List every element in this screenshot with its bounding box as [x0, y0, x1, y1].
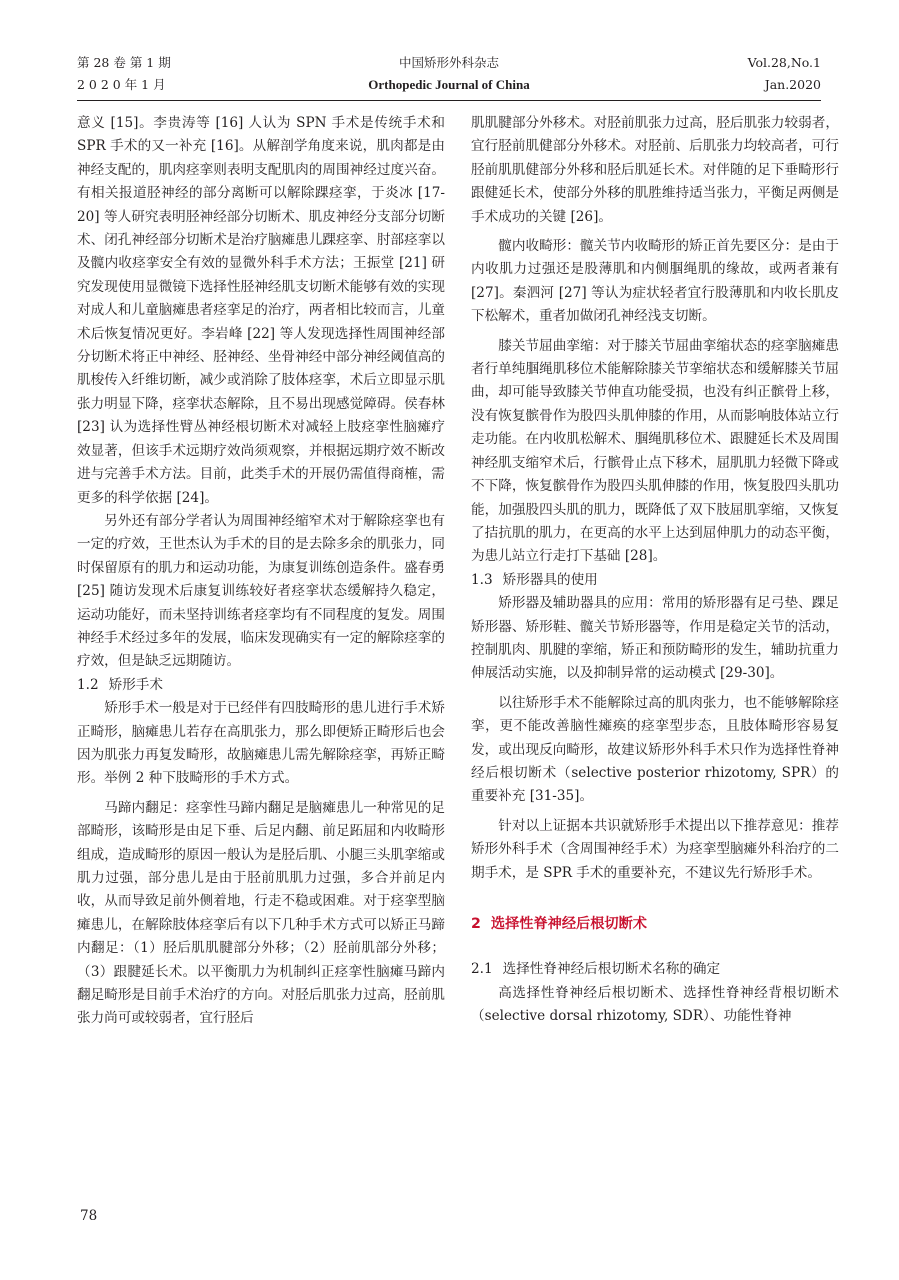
paragraph: 矫形器及辅助器具的应用：常用的矫形器有足弓垫、踝足矫形器、矫形鞋、髋关节矫形器等，作用是稳定关节的活动，控制肌肉、肌腱的挛缩，矫正和预防畸形的发生，辅助抗重力伸展活动实施，以及抑制异常的运动模式 [29-30]。 [471, 595, 839, 682]
journal-title-cn: 中国矫形外科杂志 [398, 55, 499, 70]
paragraph: 针对以上证据本共识就矫形手术提出以下推荐意见：推荐矫形外科手术（含周围神经手术）为痉挛型脑瘫外科治疗的二期手术，是 SPR 手术的重要补充，不建议先行矫形手术。 [471, 817, 839, 881]
date-cn: 2 0 2 0 年 1 月 [77, 77, 166, 92]
paragraph: 意义 [15]。李贵涛等 [16] 人认为 SPN 手术是传统手术和 SPR 手术的又一补充 [16]。从解剖学角度来说，肌肉都是由神经支配的，肌肉痉挛则表明支配肌肉的周围神经过度兴奋。有相关报道胫神经的部分离断可以解除踝痉挛，于炎冰 [17-20] 等人研究表明胫神经部分切断术、肌皮神经分支部分切断术、闭孔神经部分切断术是治疗脑瘫患儿踝痉挛、肘部痉挛以及髋内收痉挛安全有效的显微外科手术方法；王振堂 [21] 研究发现使用显微镜下选择性胫神经肌支切断术能够有效的实现对成人和儿童脑瘫患者痉挛足的治疗，两者相比较而言，儿童术后恢复情况更好。李岩峰 [22] 等人发现选择性周围神经部分切断术将正中神经、胫神经、坐骨神经中部分神经阈值高的肌梭传入纤维切断，减少或消除了肢体痉挛，术后立即显示肌张力明显下降，痉挛状态解除，且不易出现感觉障碍。侯春林 [23] 认为选择性臂丛神经根切断术对减轻上肢痉挛性脑瘫疗效显著，但该手术远期疗效尚须观察，并根据远期疗效不断改进与完善手术方法。目前，此类手术的开展仍需值得商榷，需更多的科学依据 [24]。 [77, 115, 445, 506]
date-en: Jan.2020 [764, 77, 821, 92]
section-heading-2: 2 选择性脊神经后根切断术 [471, 916, 647, 932]
paragraph: 膝关节屈曲挛缩：对于膝关节屈曲挛缩状态的痉挛脑瘫患者行单纯腘绳肌移位术能解除膝关节挛缩状态和缓解膝关节屈曲，却可能导致膝关节伸直功能受损，也没有纠正髌骨上移，没有恢复髌骨作为股四头肌伸膝的作用，从而影响肢体站立行走功能。在内收肌松解术、腘绳肌移位术、跟腱延长术及周围神经肌支缩窄术后，行髌骨止点下移术，屈肌肌力轻微下降或不下降，恢复髌骨作为股四头肌伸膝的作用，恢复股四头肌功能，加强股四头肌的肌力，既降低了双下肢屈肌挛缩，又恢复了拮抗肌的肌力，在更高的水平上达到屈伸肌力的动态平衡，为患儿站立行走打下基础 [28]。 [471, 337, 839, 565]
paragraph: 以往矫形手术不能解除过高的肌肉张力，也不能够解除痉挛，更不能改善脑性瘫痪的痉挛型步态，且肢体畸形容易复发，或出现反向畸形，故建议矫形外科手术只作为选择性脊神经后根切断术（selective posterior rhizotomy, SPR）的重要补充 [31-35]。 [471, 694, 839, 805]
paragraph: 另外还有部分学者认为周围神经缩窄术对于解除痉挛也有一定的疗效，王世杰认为手术的目的是去除多余的肌张力，同时保留原有的肌力和运动功能，为康复训练创造条件。盛春勇 [25] 随访发现术后康复训练较好者痉挛状态缓解持久稳定，运动功能好，而未坚持训练者痉挛均有不同程度的复发。周围神经手术经过多年的发展，临床发现确实有一定的解除痉挛的疗效，但是缺乏远期随访。 [77, 512, 445, 670]
page-number: 78 [80, 1208, 98, 1224]
paragraph: 肌肌腱部分外移术。对胫前肌张力过高，胫后肌张力较弱者，宜行胫前肌健部分外移术。对胫前、后肌张力均较高者，可行胫前肌肌健部分外移和胫后肌延长术。对伴随的足下垂畸形行跟健延长术，使部分外移的肌胜维持适当张力，平衡足两侧是手术成功的关键 [26]。 [471, 115, 839, 225]
section-heading-2-1: 2.1 选择性脊神经后根切断术名称的确定 [471, 961, 721, 978]
volume-issue-en: Vol.28,No.1 [747, 55, 821, 70]
header-row-1 [77, 52, 821, 74]
journal-title-en: Orthopedic Journal of China [368, 77, 530, 92]
paragraph: 高选择性脊神经后根切断术、选择性脊神经背根切断术（selective dorsal rhizotomy, SDR）、功能性脊神 [471, 984, 839, 1025]
running-header [77, 52, 821, 96]
volume-issue-cn: 第 28 卷 第 1 期 [77, 55, 171, 70]
right-column [471, 112, 839, 1029]
section-heading-1-3: 1.3 矫形器具的使用 [471, 571, 598, 588]
left-column [77, 112, 445, 1031]
section-heading-1-2: 1.2 矫形手术 [77, 676, 163, 693]
paragraph: 髋内收畸形：髋关节内收畸形的矫正首先要区分：是由于内收肌力过强还是股薄肌和内侧腘绳肌的缘故，或两者兼有 [27]。秦泗河 [27] 等认为症状轻者宜行股薄肌和内收长肌皮下松解术，重者加做闭孔神经浅支切断。 [471, 238, 839, 325]
paragraph: 矫形手术一般是对于已经伴有四肢畸形的患儿进行手术矫正畸形，脑瘫患儿若存在高肌张力，那么即便矫正畸形后也会因为肌张力再复发畸形，故脑瘫患儿需先解除痉挛，再矫正畸形。举例 2 种下肢畸形的手术方式。 [77, 700, 445, 787]
paragraph: 马蹄内翻足：痉挛性马蹄内翻足是脑瘫患儿一种常见的足部畸形，该畸形是由足下垂、后足内翻、前足跖屈和内收畸形组成，造成畸形的原因一般认为是胫后肌、小腿三头肌挛缩或肌力过强，部分患儿是由于胫前肌肌力过强，多合并前足内收，从而导致足前外侧着地，行走不稳或困难。对于痉挛型脑瘫患儿，在解除肢体痉挛后有以下几种手术方式可以矫正马蹄内翻足：（1）胫后肌肌腱部分外移；（2）胫前肌部分外移；（3）跟腱延长术。以平衡肌力为机制纠正痉挛性脑瘫马蹄内翻足畸形是目前手术治疗的方向。对胫后肌张力过高，胫前肌张力尚可或较弱者，宜行胫后 [77, 799, 445, 1027]
header-row-2 [77, 74, 821, 96]
header-rule [77, 100, 821, 101]
